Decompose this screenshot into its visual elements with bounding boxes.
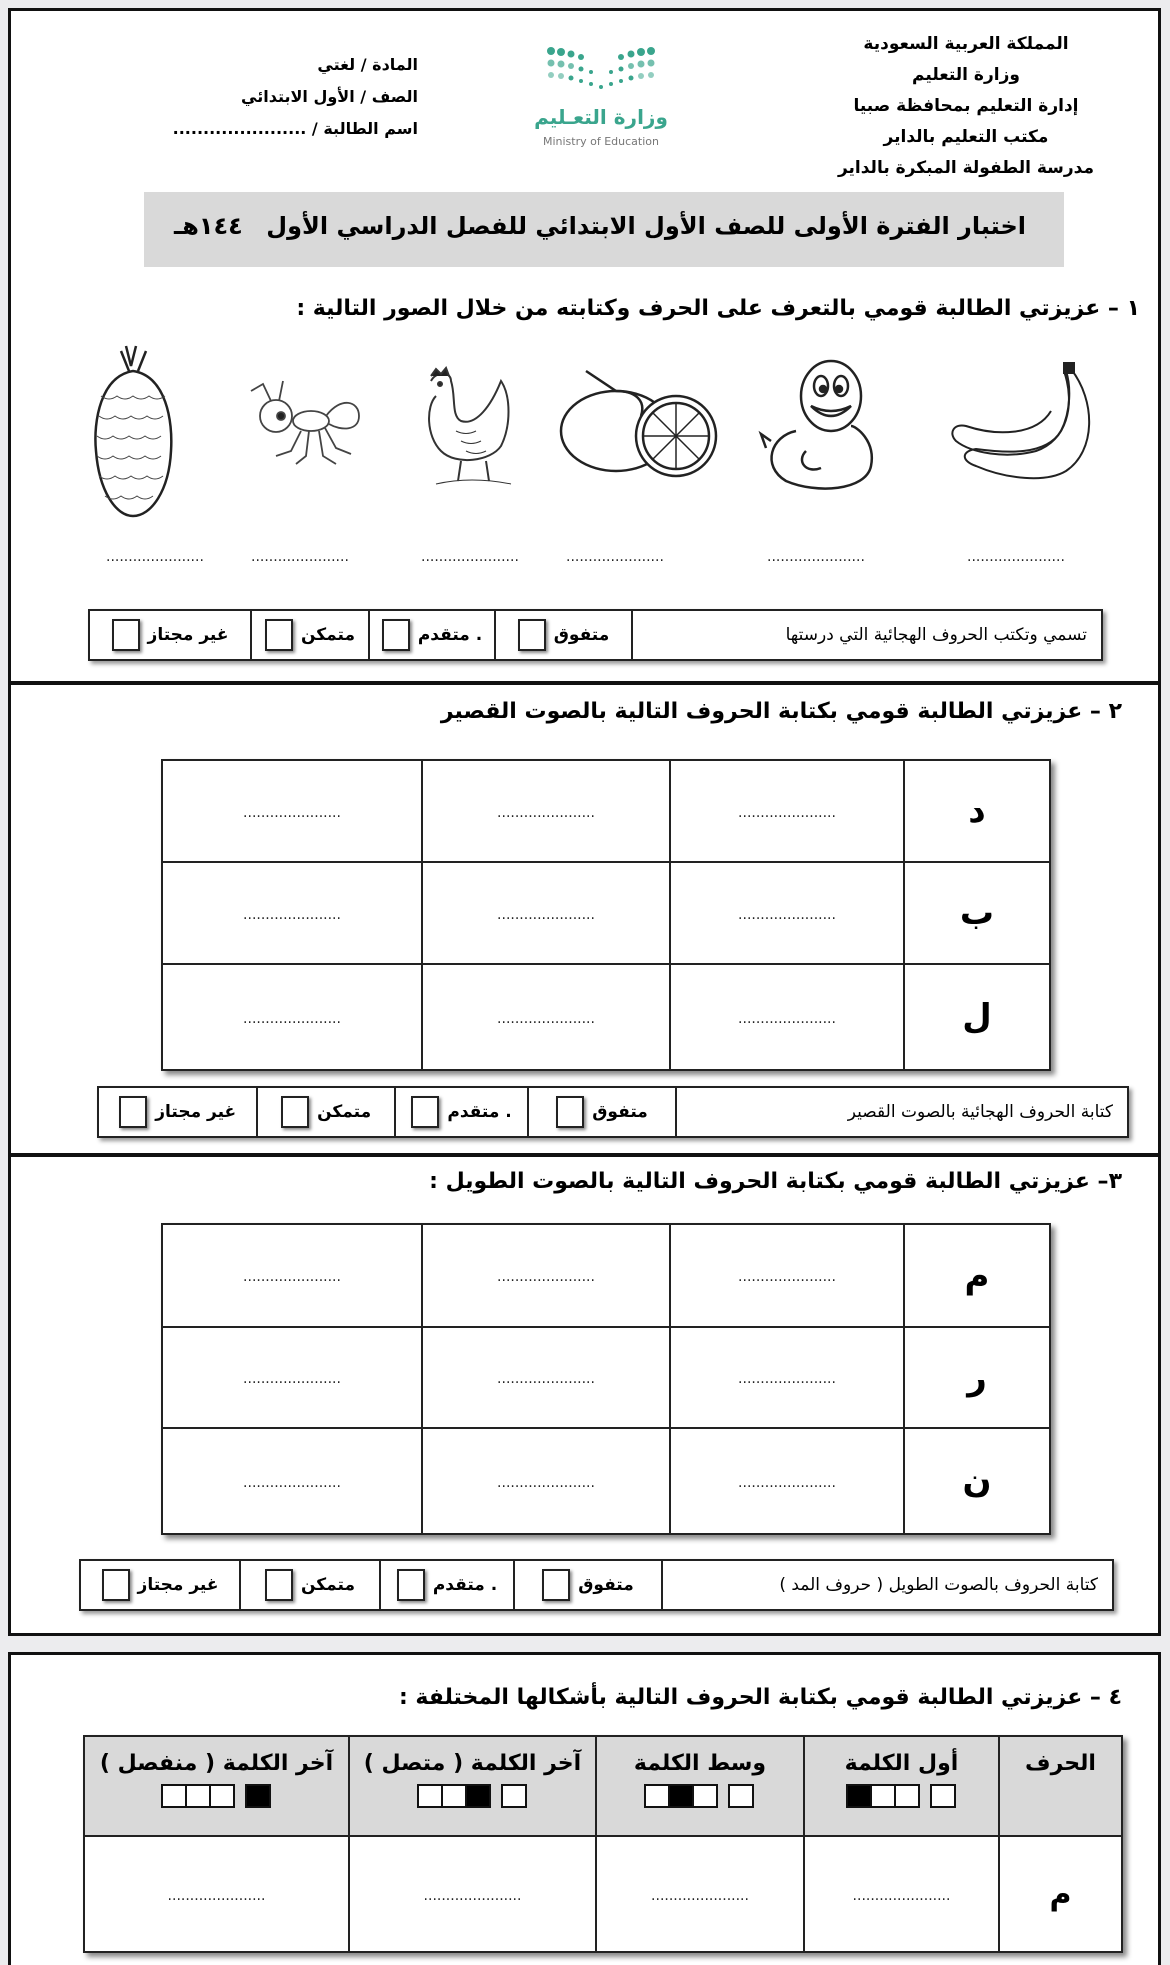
checkbox[interactable] bbox=[102, 1569, 130, 1601]
q4-table bbox=[83, 1735, 1123, 1953]
checkbox[interactable] bbox=[382, 619, 410, 651]
rating-superior[interactable] bbox=[527, 1088, 674, 1136]
q3-title: ٣– عزيزتي الطالبة قومي بكتابة الحروف التالية بالصوت الطويل : bbox=[429, 1169, 1122, 1194]
pomegranate-picture bbox=[91, 341, 176, 521]
rating-label: متقدم . bbox=[417, 625, 483, 645]
rating-label: متقدم . bbox=[447, 1102, 512, 1122]
table-row bbox=[162, 1428, 1050, 1534]
q2-rating-bar bbox=[97, 1086, 1129, 1138]
col-header: وسط الكلمة bbox=[596, 1736, 804, 1836]
checkbox[interactable] bbox=[265, 619, 293, 651]
duck-picture bbox=[756, 356, 896, 496]
answer-cell[interactable]: ...................... bbox=[422, 760, 670, 862]
logo-arabic-text: وزارة التعـليم bbox=[534, 105, 668, 129]
checkbox[interactable] bbox=[112, 619, 140, 651]
checkbox[interactable] bbox=[556, 1096, 584, 1128]
checkbox[interactable] bbox=[542, 1569, 570, 1601]
checkbox[interactable] bbox=[518, 619, 546, 651]
answer-cell[interactable]: ...................... bbox=[422, 964, 670, 1070]
q4-title: ٤ – عزيزتي الطالبة قومي بكتابة الحروف التالية بأشكالها المختلفة : bbox=[398, 1685, 1122, 1710]
q1-answer-line[interactable]: ...................... bbox=[566, 549, 664, 565]
answer-cell[interactable]: ...................... bbox=[162, 1224, 422, 1327]
q1-answer-line[interactable]: ...................... bbox=[251, 549, 349, 565]
rating-criterion: كتابة الحروف بالصوت الطويل ( حروف المد ) bbox=[661, 1561, 1112, 1609]
checkbox[interactable] bbox=[281, 1096, 309, 1128]
student-name-field[interactable]: اسم الطالبة / ...................... bbox=[172, 119, 418, 138]
header-line: إدارة التعليم بمحافظة صبيا bbox=[853, 96, 1079, 116]
grade-label: الصف / الأول الابتدائي bbox=[241, 87, 418, 106]
letter-cell: م bbox=[904, 1224, 1050, 1327]
worksheet-page-2 bbox=[8, 1652, 1161, 1965]
letter-cell: ل bbox=[904, 964, 1050, 1070]
table-row bbox=[162, 760, 1050, 862]
col-header: أول الكلمة bbox=[804, 1736, 999, 1836]
table-row bbox=[84, 1836, 1122, 1952]
banana-picture bbox=[946, 361, 1106, 486]
letter-cell: م bbox=[999, 1836, 1122, 1952]
rating-criterion: كتابة الحروف الهجائية بالصوت القصير bbox=[675, 1088, 1127, 1136]
lemon-picture bbox=[556, 366, 726, 481]
answer-cell[interactable]: ...................... bbox=[804, 1836, 999, 1952]
rating-advanced[interactable] bbox=[394, 1088, 527, 1136]
q3-rating-bar bbox=[79, 1559, 1114, 1611]
answer-cell[interactable]: ...................... bbox=[670, 862, 904, 964]
header-line: المملكة العربية السعودية bbox=[863, 34, 1069, 54]
letter-cell: ر bbox=[904, 1327, 1050, 1428]
checkbox[interactable] bbox=[397, 1569, 425, 1601]
q1-answer-line[interactable]: ...................... bbox=[106, 549, 204, 565]
logo-dots-icon bbox=[531, 43, 671, 103]
col-header: آخر الكلمة ( متصل ) bbox=[349, 1736, 596, 1836]
rating-proficient[interactable] bbox=[239, 1561, 379, 1609]
col-header: الحرف bbox=[999, 1736, 1122, 1836]
answer-cell[interactable]: ...................... bbox=[596, 1836, 804, 1952]
q2-table bbox=[161, 759, 1051, 1071]
rating-advanced[interactable] bbox=[368, 611, 494, 659]
rating-superior[interactable] bbox=[513, 1561, 661, 1609]
rating-label: متقدم . bbox=[432, 1575, 498, 1595]
q1-answer-line[interactable]: ...................... bbox=[967, 549, 1065, 565]
letter-position-diagram bbox=[805, 1784, 998, 1808]
letter-cell: ب bbox=[904, 862, 1050, 964]
section-divider bbox=[11, 681, 1158, 685]
answer-cell[interactable]: ...................... bbox=[162, 1327, 422, 1428]
rating-advanced[interactable] bbox=[379, 1561, 513, 1609]
answer-cell[interactable]: ...................... bbox=[670, 1428, 904, 1534]
rating-label: غير مجتاز bbox=[147, 625, 229, 645]
rating-label: متفوق bbox=[592, 1102, 648, 1122]
q1-title: ١ – عزيزتي الطالبة قومي بالتعرف على الحرف وكتابته من خلال الصور التالية : bbox=[296, 296, 1140, 321]
chicken-picture bbox=[416, 366, 531, 491]
section-divider bbox=[11, 1153, 1158, 1157]
rating-not-passed[interactable] bbox=[99, 1088, 256, 1136]
letter-cell: ن bbox=[904, 1428, 1050, 1534]
q3-table bbox=[161, 1223, 1051, 1535]
exam-title-banner bbox=[144, 192, 1064, 267]
q1-answer-line[interactable]: ...................... bbox=[421, 549, 519, 565]
letter-position-diagram bbox=[350, 1784, 595, 1808]
answer-cell[interactable]: ...................... bbox=[162, 760, 422, 862]
answer-cell[interactable]: ...................... bbox=[670, 964, 904, 1070]
header-line: مكتب التعليم بالداير bbox=[883, 127, 1049, 147]
rating-label: متفوق bbox=[553, 625, 610, 645]
school-header bbox=[816, 29, 1116, 184]
answer-cell[interactable]: ...................... bbox=[670, 1327, 904, 1428]
answer-cell[interactable]: ...................... bbox=[84, 1836, 349, 1952]
rating-label: متمكن bbox=[317, 1102, 372, 1122]
ant-picture bbox=[241, 376, 376, 476]
table-row bbox=[162, 964, 1050, 1070]
answer-cell[interactable]: ...................... bbox=[162, 964, 422, 1070]
table-row bbox=[162, 1224, 1050, 1327]
answer-cell[interactable]: ...................... bbox=[162, 862, 422, 964]
worksheet-page-1 bbox=[8, 8, 1161, 1636]
answer-cell[interactable]: ...................... bbox=[422, 862, 670, 964]
table-row bbox=[162, 1327, 1050, 1428]
answer-cell[interactable]: ...................... bbox=[670, 1224, 904, 1327]
col-header: آخر الكلمة ( منفصل ) bbox=[84, 1736, 349, 1836]
header-line: مدرسة الطفولة المبكرة بالداير bbox=[837, 158, 1095, 178]
answer-cell[interactable]: ...................... bbox=[670, 760, 904, 862]
letter-cell: د bbox=[904, 760, 1050, 862]
rating-label: متفوق bbox=[578, 1575, 634, 1595]
student-info bbox=[38, 49, 418, 145]
rating-label: متمكن bbox=[300, 625, 356, 645]
rating-not-passed[interactable] bbox=[90, 611, 250, 659]
rating-proficient[interactable] bbox=[256, 1088, 393, 1136]
rating-superior[interactable] bbox=[494, 611, 631, 659]
answer-cell[interactable]: ...................... bbox=[349, 1836, 596, 1952]
header-line: وزارة التعليم bbox=[912, 65, 1020, 85]
table-header-row bbox=[84, 1736, 1122, 1836]
rating-label: غير مجتاز bbox=[137, 1575, 219, 1595]
answer-cell[interactable]: ...................... bbox=[162, 1428, 422, 1534]
letter-position-diagram bbox=[85, 1784, 348, 1808]
q2-title: ٢ – عزيزتي الطالبة قومي بكتابة الحروف التالية بالصوت القصير bbox=[440, 699, 1122, 724]
rating-proficient[interactable] bbox=[250, 611, 368, 659]
rating-not-passed[interactable] bbox=[81, 1561, 239, 1609]
answer-cell[interactable]: ...................... bbox=[422, 1327, 670, 1428]
rating-label: متمكن bbox=[300, 1575, 356, 1595]
checkbox[interactable] bbox=[119, 1096, 147, 1128]
answer-cell[interactable]: ...................... bbox=[422, 1428, 670, 1534]
rating-label: غير مجتاز bbox=[155, 1102, 237, 1122]
exam-year: ١٤٤هـ bbox=[174, 212, 243, 240]
q1-rating-bar bbox=[88, 609, 1103, 661]
ministry-logo bbox=[531, 43, 671, 153]
table-row bbox=[162, 862, 1050, 964]
checkbox[interactable] bbox=[265, 1569, 293, 1601]
subject-label: المادة / لغتي bbox=[317, 55, 418, 74]
letter-position-diagram bbox=[597, 1784, 803, 1808]
checkbox[interactable] bbox=[411, 1096, 439, 1128]
exam-title: اختبار الفترة الأولى للصف الأول الابتدائي للفصل الدراسي الأول bbox=[266, 212, 1026, 240]
q1-answer-line[interactable]: ...................... bbox=[767, 549, 865, 565]
rating-criterion: تسمي وتكتب الحروف الهجائية التي درستها bbox=[631, 611, 1101, 659]
logo-english-text: Ministry of Education bbox=[542, 135, 659, 148]
answer-cell[interactable]: ...................... bbox=[422, 1224, 670, 1327]
